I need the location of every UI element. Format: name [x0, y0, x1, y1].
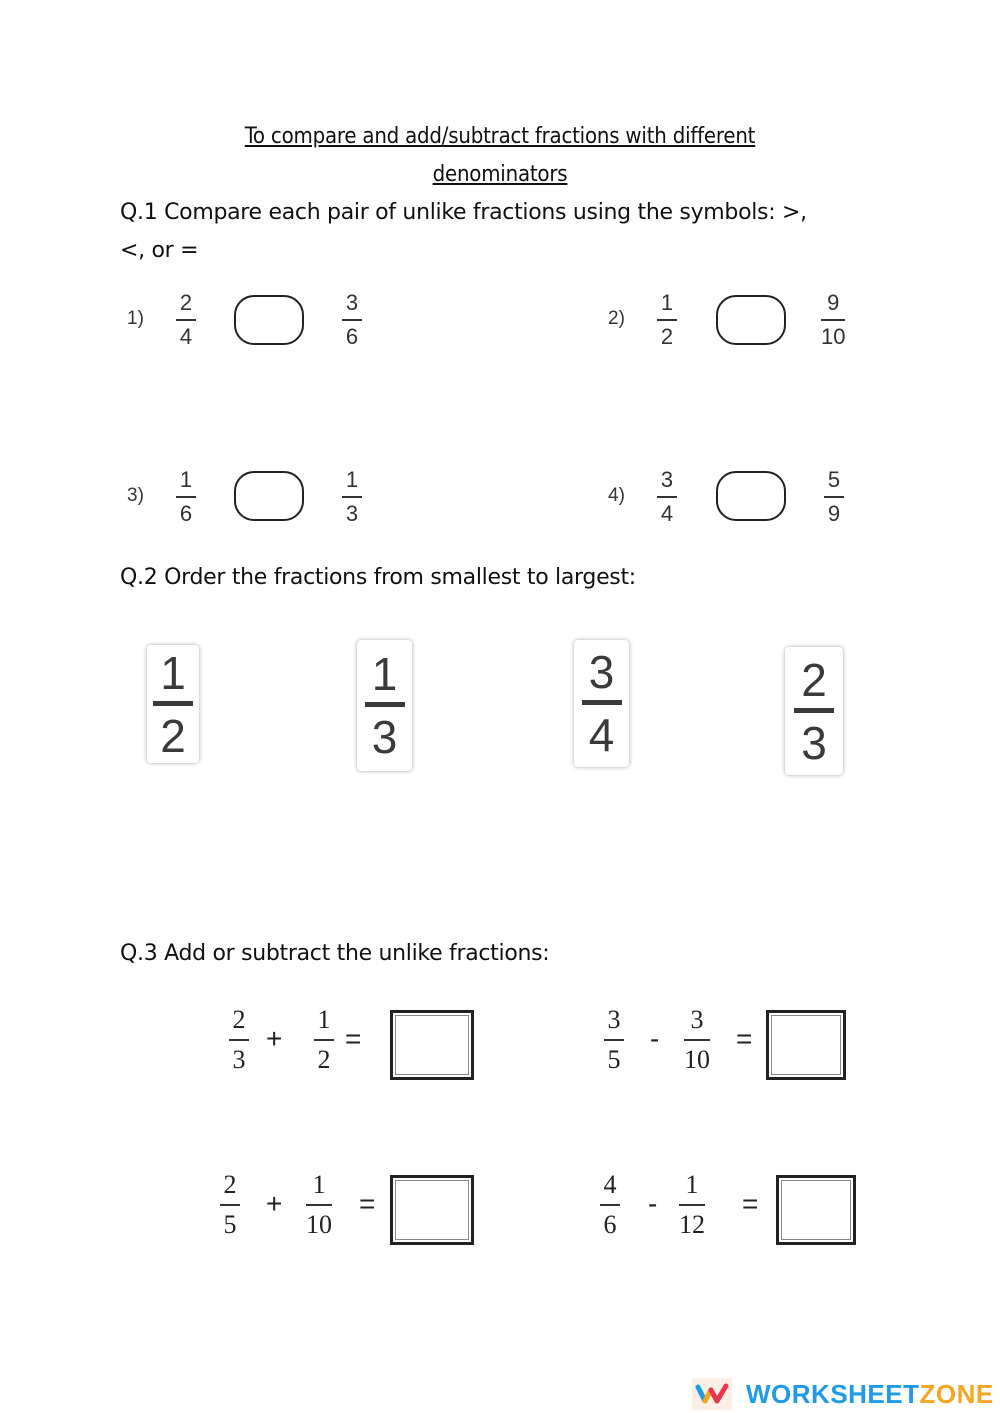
fraction-b	[679, 1170, 705, 1240]
denominator: 6	[179, 500, 193, 526]
numerator: 1	[312, 1170, 326, 1199]
compare-item-4	[0, 465, 1000, 535]
left-fraction	[657, 467, 677, 527]
denominator: 3	[345, 500, 359, 526]
logo-text-zone: ZONE	[919, 1378, 994, 1409]
denominator: 4	[179, 323, 193, 349]
fraction-bar	[600, 1204, 620, 1206]
item-number: 3)	[127, 485, 144, 506]
w-logo-icon	[692, 1378, 732, 1410]
numerator: 2	[179, 290, 193, 315]
fraction-bar	[657, 496, 677, 498]
denominator: 2	[660, 323, 674, 349]
numerator: 1	[317, 1005, 331, 1034]
numerator: 1	[685, 1170, 699, 1199]
denominator: 6	[603, 1209, 617, 1239]
operator: +	[266, 1023, 283, 1054]
numerator: 3	[690, 1005, 704, 1034]
item-number: 4)	[608, 485, 625, 506]
fraction-b	[684, 1005, 710, 1075]
operator: -	[648, 1188, 658, 1219]
fraction-card-3[interactable]	[574, 640, 629, 767]
logo-text-worksheet: WORKSHEET	[746, 1378, 920, 1409]
numerator: 2	[223, 1170, 237, 1199]
answer-box[interactable]	[776, 1175, 856, 1245]
fraction-bar	[684, 1039, 710, 1041]
equals-sign: =	[345, 1023, 362, 1054]
numerator: 3	[588, 646, 615, 698]
item-number: 2)	[608, 308, 625, 329]
numerator: 1	[160, 646, 186, 699]
denominator: 10	[306, 1209, 332, 1239]
fraction-bar	[604, 1039, 624, 1041]
denominator: 6	[345, 323, 359, 349]
numerator: 1	[345, 467, 359, 492]
denominator: 10	[821, 323, 846, 349]
fraction-bar	[153, 701, 193, 706]
equals-sign: =	[742, 1188, 759, 1219]
compare-answer-box[interactable]	[716, 471, 786, 521]
equals-sign: =	[359, 1188, 376, 1219]
numerator: 2	[801, 653, 827, 706]
numerator: 1	[371, 648, 398, 700]
numerator: 4	[603, 1170, 617, 1199]
operator: +	[266, 1188, 283, 1219]
q3-heading: Q.3 Add or subtract the unlike fractions:	[120, 941, 550, 966]
compare-answer-box[interactable]	[716, 295, 786, 345]
denominator: 2	[317, 1044, 331, 1074]
logo-text	[746, 1379, 994, 1410]
worksheetzone-logo[interactable]	[692, 1378, 994, 1410]
denominator: 9	[827, 500, 841, 526]
numerator: 3	[607, 1005, 621, 1034]
operator: -	[650, 1023, 660, 1054]
right-fraction	[824, 467, 844, 527]
denominator: 3	[232, 1044, 246, 1074]
denominator: 3	[371, 711, 398, 763]
denominator: 4	[588, 709, 615, 761]
fraction-bar	[365, 702, 405, 707]
fraction-card-2[interactable]	[357, 640, 412, 771]
compare-item-2	[0, 288, 1000, 358]
numerator: 1	[179, 467, 193, 492]
left-fraction	[657, 290, 677, 350]
denominator: 12	[679, 1209, 705, 1239]
fraction-bar	[824, 496, 844, 498]
fraction-bar	[679, 1204, 705, 1206]
denominator: 5	[607, 1044, 621, 1074]
fraction-card-4[interactable]	[785, 647, 843, 775]
fraction-bar	[582, 700, 622, 705]
denominator: 5	[223, 1209, 237, 1239]
equation-2	[0, 1005, 1000, 1085]
numerator: 3	[345, 290, 359, 315]
numerator: 2	[232, 1005, 246, 1034]
answer-box[interactable]	[766, 1010, 846, 1080]
item-number: 1)	[127, 308, 144, 329]
numerator: 5	[827, 467, 841, 492]
denominator: 10	[684, 1044, 710, 1074]
denominator: 4	[660, 500, 674, 526]
q1-heading-line2: <, or =	[120, 238, 199, 263]
fraction-bar	[821, 319, 845, 321]
numerator: 3	[660, 467, 674, 492]
fraction-a	[600, 1170, 620, 1240]
worksheet-title-line1: To compare and add/subtract fractions with different	[244, 124, 756, 149]
denominator: 3	[801, 716, 827, 769]
fraction-a	[604, 1005, 624, 1075]
q1-heading-line1: Q.1 Compare each pair of unlike fractions using the symbols: >,	[120, 200, 807, 225]
equals-sign: =	[736, 1023, 753, 1054]
numerator: 1	[660, 290, 674, 315]
fraction-card-1[interactable]	[147, 645, 199, 763]
fraction-bar	[657, 319, 677, 321]
q2-heading: Q.2 Order the fractions from smallest to largest:	[120, 565, 636, 590]
numerator: 9	[827, 290, 840, 315]
equation-4	[0, 1170, 1000, 1250]
worksheet-title-line2: denominators	[432, 162, 568, 187]
right-fraction	[821, 290, 845, 350]
denominator: 2	[160, 709, 186, 762]
fraction-bar	[794, 708, 834, 713]
